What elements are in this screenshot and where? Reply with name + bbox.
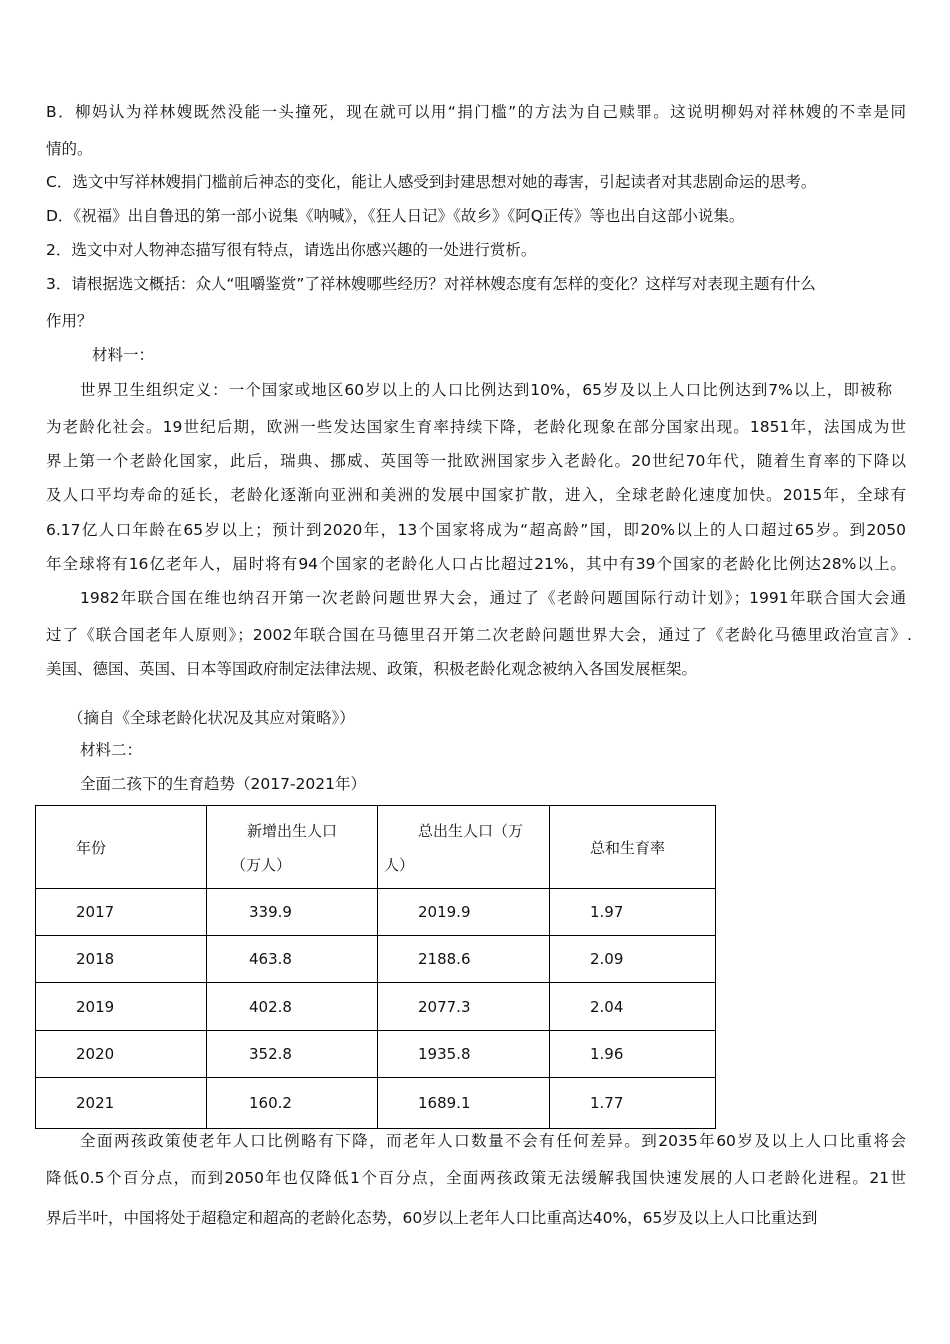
material-1-label: 材料一： (92, 346, 155, 364)
table-cell: 2017 (36, 889, 207, 936)
table-cell: 2077.3 (378, 983, 550, 1031)
table-cell: 2.04 (550, 983, 716, 1031)
table-cell: 1689.1 (378, 1078, 550, 1129)
table-title: 全面二孩下的生育趋势（2017-2021年） (80, 775, 366, 793)
paragraph-line: 美国、德国、英国、日本等国政府制定法律法规、政策，积极老龄化观念被纳入各国发展框架。 (46, 660, 698, 678)
table-cell: 2019 (36, 983, 207, 1031)
header-total-births-line2: 人） (384, 856, 415, 874)
table-cell: 339.9 (207, 889, 378, 936)
table-cell: 2188.6 (378, 936, 550, 983)
birth-trend-table (35, 805, 716, 1129)
table-cell: 2021 (36, 1078, 207, 1129)
table-row (36, 1078, 716, 1129)
paragraph-line: 及人口平均寿命的延长，老龄化逐渐向亚洲和美洲的发展中国家扩散，进入，全球老龄化速度加快。2015年，全球有 (46, 486, 906, 504)
table-cell: 463.8 (207, 936, 378, 983)
table-cell: 1.96 (550, 1031, 716, 1078)
option-b-line2: 情的。 (46, 140, 93, 158)
table-cell: 2020 (36, 1031, 207, 1078)
option-b-line1: B．柳妈认为祥林嫂既然没能一头撞死，现在就可以用“捐门槛”的方法为自己赎罪。这说明柳妈对祥林嫂的不幸是同 (46, 103, 906, 121)
table-row (36, 889, 716, 936)
header-new-births-line1: 新增出生人口 (247, 822, 338, 840)
paragraph-line: 6.17亿人口年龄在65岁以上；预计到2020年，13个国家将成为“超高龄”国，即20%以上的人口超过65岁。到2050 (46, 521, 906, 539)
question-3-line1: 3．请根据选文概括：众人“咀嚼鉴赏”了祥林嫂哪些经历？对祥林嫂态度有怎样的变化？这样写对表现主题有什么 (46, 275, 816, 293)
paragraph-line: 年全球将有16亿老年人，届时将有94个国家的老龄化人口占比超过21%，其中有39个国家的老龄化比例达28%以上。 (46, 555, 906, 573)
question-2: 2．选文中对人物神态描写很有特点，请选出你感兴趣的一处进行赏析。 (46, 241, 537, 259)
table-cell: 2018 (36, 936, 207, 983)
material-2-label: 材料二： (80, 741, 143, 759)
paragraph-line: 界上第一个老龄化国家，此后，瑞典、挪威、英国等一批欧洲国家步入老龄化。20世纪70年代，随着生育率的下降以 (46, 452, 906, 470)
table-cell: 352.8 (207, 1031, 378, 1078)
table-cell: 160.2 (207, 1078, 378, 1129)
header-year: 年份 (36, 806, 207, 889)
table-row (36, 983, 716, 1031)
paragraph-line: 过了《联合国老年人原则》；2002年联合国在马德里召开第二次老龄问题世界大会，通过了《老龄化马德里政治宣言》. (46, 626, 912, 644)
table-cell: 402.8 (207, 983, 378, 1031)
header-new-births-line2: （万人） (231, 856, 292, 874)
paragraph-line: 为老龄化社会。19世纪后期，欧洲一些发达国家生育率持续下降，老龄化现象在部分国家出现。1851年，法国成为世 (46, 418, 906, 436)
paragraph-line: 世界卫生组织定义：一个国家或地区60岁以上的人口比例达到10%，65岁及以上人口比例达到7%以上，即被称 (80, 381, 892, 399)
option-c: C．选文中写祥林嫂捐门槛前后神态的变化，能让人感受到封建思想对她的毒害，引起读者对其悲剧命运的思考。 (46, 173, 817, 191)
paragraph-line: 全面两孩政策使老年人口比例略有下降，而老年人口数量不会有任何差异。到2035年60岁及以上人口比重将会 (80, 1132, 906, 1150)
header-new-births (207, 806, 378, 889)
option-d: D．《祝福》出自鲁迅的第一部小说集《呐喊》，《狂人日记》《故乡》《阿Q正传》等也出自这部小说集。 (46, 207, 745, 225)
question-3-line2: 作用？ (46, 312, 93, 330)
table-cell: 2019.9 (378, 889, 550, 936)
table-cell: 1.77 (550, 1078, 716, 1129)
table-header-row (36, 806, 716, 889)
table-cell: 1935.8 (378, 1031, 550, 1078)
source-citation: （摘自《全球老龄化状况及其应对策略》） (68, 709, 355, 727)
table-cell: 2.09 (550, 936, 716, 983)
paragraph-line: 界后半叶，中国将处于超稳定和超高的老龄化态势，60岁以上老年人口比重高达40%，65岁及以上人口比重达到 (46, 1209, 818, 1227)
header-total-births-line1: 总出生人口（万 (418, 822, 524, 840)
table-row (36, 936, 716, 983)
paragraph-line: 降低0.5个百分点，而到2050年也仅降低1个百分点，全面两孩政策无法缓解我国快速发展的人口老龄化进程。21世 (46, 1169, 906, 1187)
table-cell: 1.97 (550, 889, 716, 936)
header-fertility-rate: 总和生育率 (550, 806, 716, 889)
table-row (36, 1031, 716, 1078)
header-total-births (378, 806, 550, 889)
paragraph-line: 1982年联合国在维也纳召开第一次老龄问题世界大会，通过了《老龄问题国际行动计划》；1991年联合国大会通 (80, 589, 906, 607)
